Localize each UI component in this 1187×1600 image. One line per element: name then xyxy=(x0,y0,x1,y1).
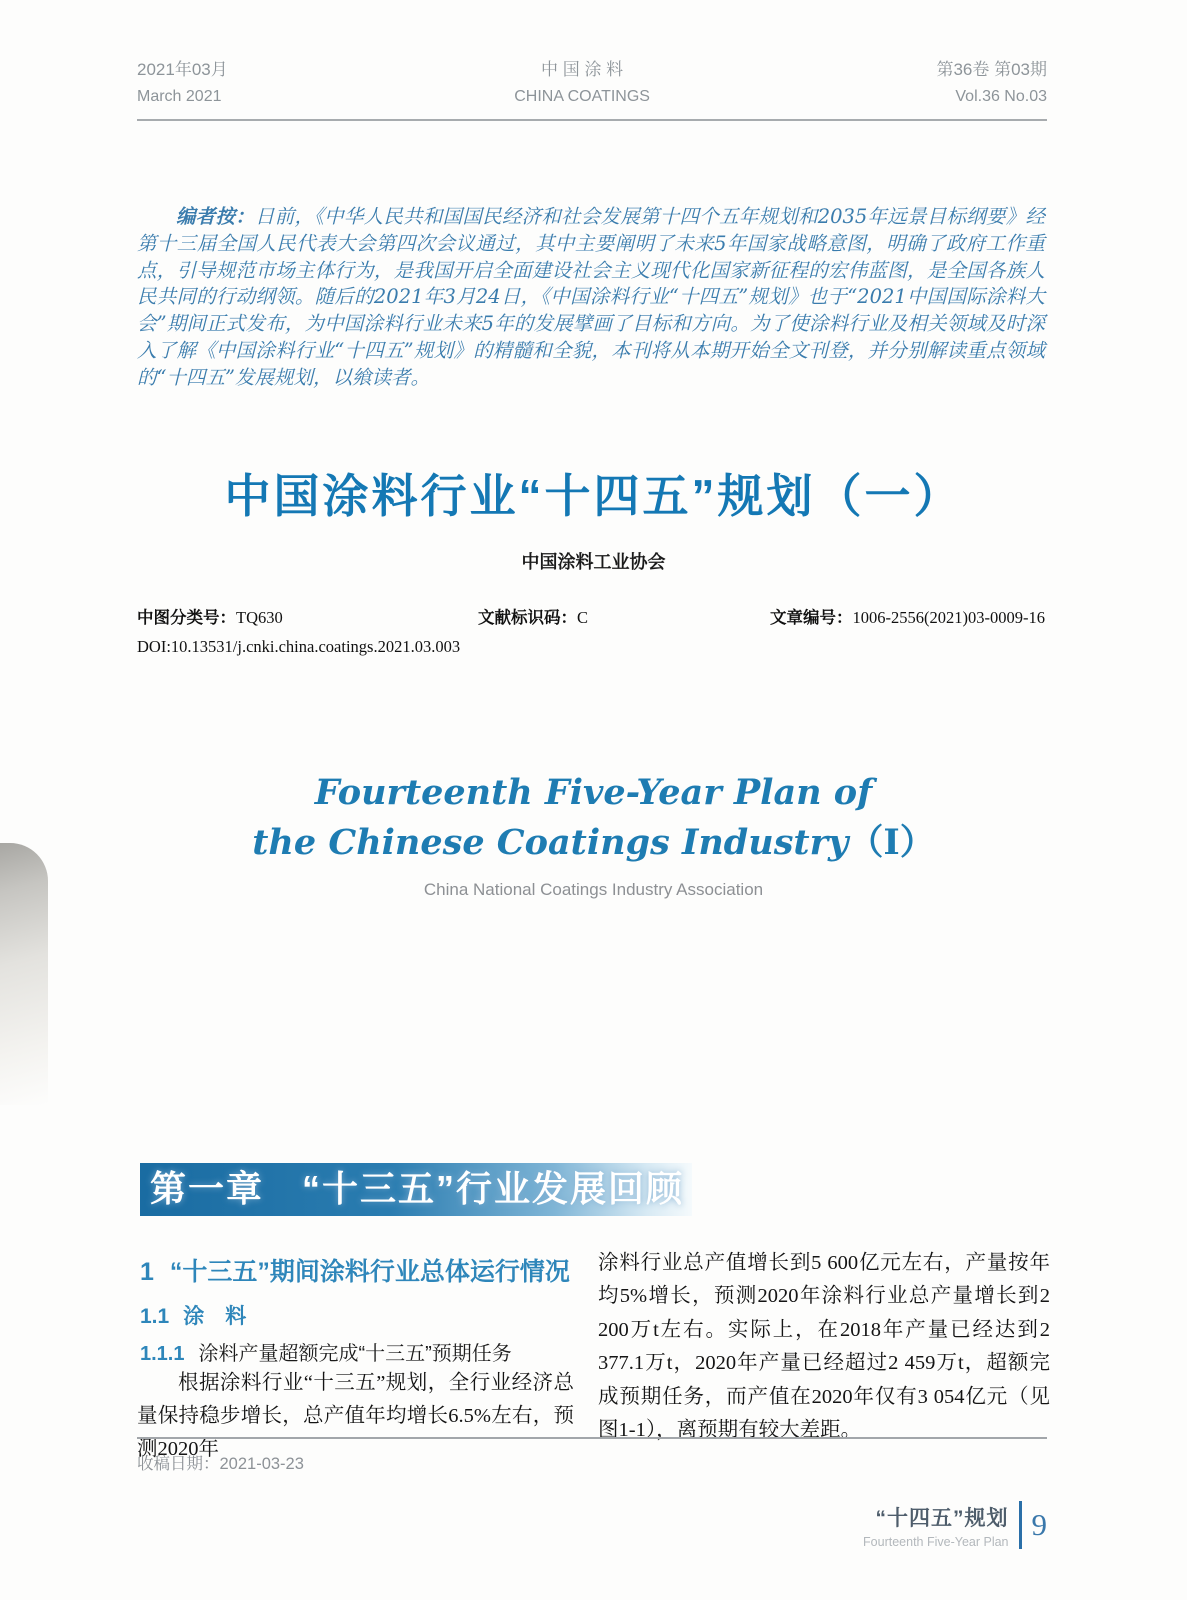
doi: DOI:10.13531/j.cnki.china.coatings.2021.03.003 xyxy=(137,637,461,656)
section-1-1-1-number: 1.1.1 xyxy=(140,1343,185,1365)
article-metadata xyxy=(137,604,1049,628)
received-date xyxy=(137,1450,304,1474)
article-title-en-line1: Fourteenth Five-Year Plan of xyxy=(314,772,873,813)
journal-name-en: CHINA COATINGS xyxy=(514,88,650,105)
article-title-en-line2: the Chinese Coatings Industry（Ⅰ） xyxy=(252,822,935,863)
chapter-banner: 第一章 “十三五”行业发展回顾 xyxy=(140,1163,692,1216)
clc-label: 中图分类号： xyxy=(137,609,236,627)
footer-divider-bar xyxy=(1019,1501,1022,1549)
issue-date-block xyxy=(137,56,228,110)
article-title-en-part-number: （Ⅰ） xyxy=(848,822,935,863)
footer-plan-en: Fourteenth Five-Year Plan xyxy=(863,1534,1009,1549)
section-1-number: 1 xyxy=(140,1258,154,1286)
header-divider xyxy=(137,119,1047,121)
article-id xyxy=(770,604,1045,628)
page-footer xyxy=(863,1501,1047,1549)
section-heading-1-1-1 xyxy=(140,1337,512,1366)
body-paragraph-right-column: 涂料行业总产值增长到5 600亿元左右，产量按年均5%增长，预测2020年涂料行业总产量增长到2 200万t左右。实际上，在2018年产量已经达到2 377.1万t，2020年产量已经超过2 459万t，超额完成预期任务，而产值在2020年仅有3 054亿元（见图1-1），离预期有较大差距。 xyxy=(598,1252,1050,1442)
section-1-1-1-title: 涂料产量超额完成“十三五”预期任务 xyxy=(198,1343,512,1365)
journal-running-head xyxy=(137,56,1047,110)
section-heading-1 xyxy=(140,1252,570,1288)
section-1-title: “十三五”期间涂料行业总体运行情况 xyxy=(169,1258,570,1286)
section-heading-1-1 xyxy=(140,1300,246,1330)
volume-issue-cn: 第36卷 第03期 xyxy=(936,60,1047,79)
page-number: 9 xyxy=(1031,1507,1047,1542)
article-title-en xyxy=(0,768,1187,868)
section-1-1-title: 涂 料 xyxy=(183,1305,247,1328)
volume-issue-block xyxy=(936,56,1047,110)
editor-note-label: 编者按： xyxy=(176,205,255,228)
clc-value: TQ630 xyxy=(236,608,283,627)
footer-plan-cn: “十四五”规划 xyxy=(875,1506,1009,1530)
page-edge-shadow xyxy=(0,843,48,1105)
editor-note xyxy=(137,204,1045,392)
article-id-label: 文章编号： xyxy=(770,609,853,627)
footnote-divider xyxy=(137,1437,1047,1439)
article-author-cn: 中国涂料工业协会 xyxy=(521,552,666,572)
article-author-en: China National Coatings Industry Association xyxy=(423,880,764,899)
article-title-cn: 中国涂料行业“十四五”规划（一） xyxy=(224,470,963,522)
received-date-label: 收稿日期： xyxy=(137,1455,220,1473)
article-id-value: 1006-2556(2021)03-0009-16 xyxy=(852,608,1045,627)
journal-name-block xyxy=(514,56,650,110)
section-1-1-number: 1.1 xyxy=(140,1305,170,1328)
clc-number xyxy=(137,604,283,628)
document-code xyxy=(478,604,588,628)
journal-name-cn: 中 国 涂 料 xyxy=(541,60,624,79)
document-code-value: C xyxy=(577,608,589,627)
editor-note-body: 日前，《中华人民共和国国民经济和社会发展第十四个五年规划和2035年远景目标纲要》经第十三届全国人民代表大会第四次会议通过，其中主要阐明了未来5年国家战略意图，明确了政府工作重点，引导规范市场主体行为，是我国开启全面建设社会主义现代化国家新征程的宏伟蓝图，是全国各族人民共同的行动纲领。随后的2021年3月24日，《中国涂料行业“十四五”规划》也于“2021中国国际涂料大会”期间正式发布，为中国涂料行业未来5年的发展擘画了目标和方向。为了使涂料行业及相关领域及时深入了解《中国涂料行业“十四五”规划》的精髓和全貌，本刊将从本期开始全文刊登，并分别解读重点领域的“十四五”发展规划，以飨读者。 xyxy=(137,205,1045,389)
received-date-value: 2021-03-23 xyxy=(219,1455,304,1473)
volume-issue-en: Vol.36 No.03 xyxy=(955,88,1047,105)
document-code-label: 文献标识码： xyxy=(478,609,577,627)
issue-date-cn: 2021年03月 xyxy=(137,60,228,79)
issue-date-en: March 2021 xyxy=(137,88,222,105)
footer-plan-block xyxy=(863,1502,1008,1549)
body-paragraph-left-column: 根据涂料行业“十三五”规划，全行业经济总量保持稳步增长，总产值年均增长6.5%左右，预测2020年 xyxy=(137,1372,574,1460)
